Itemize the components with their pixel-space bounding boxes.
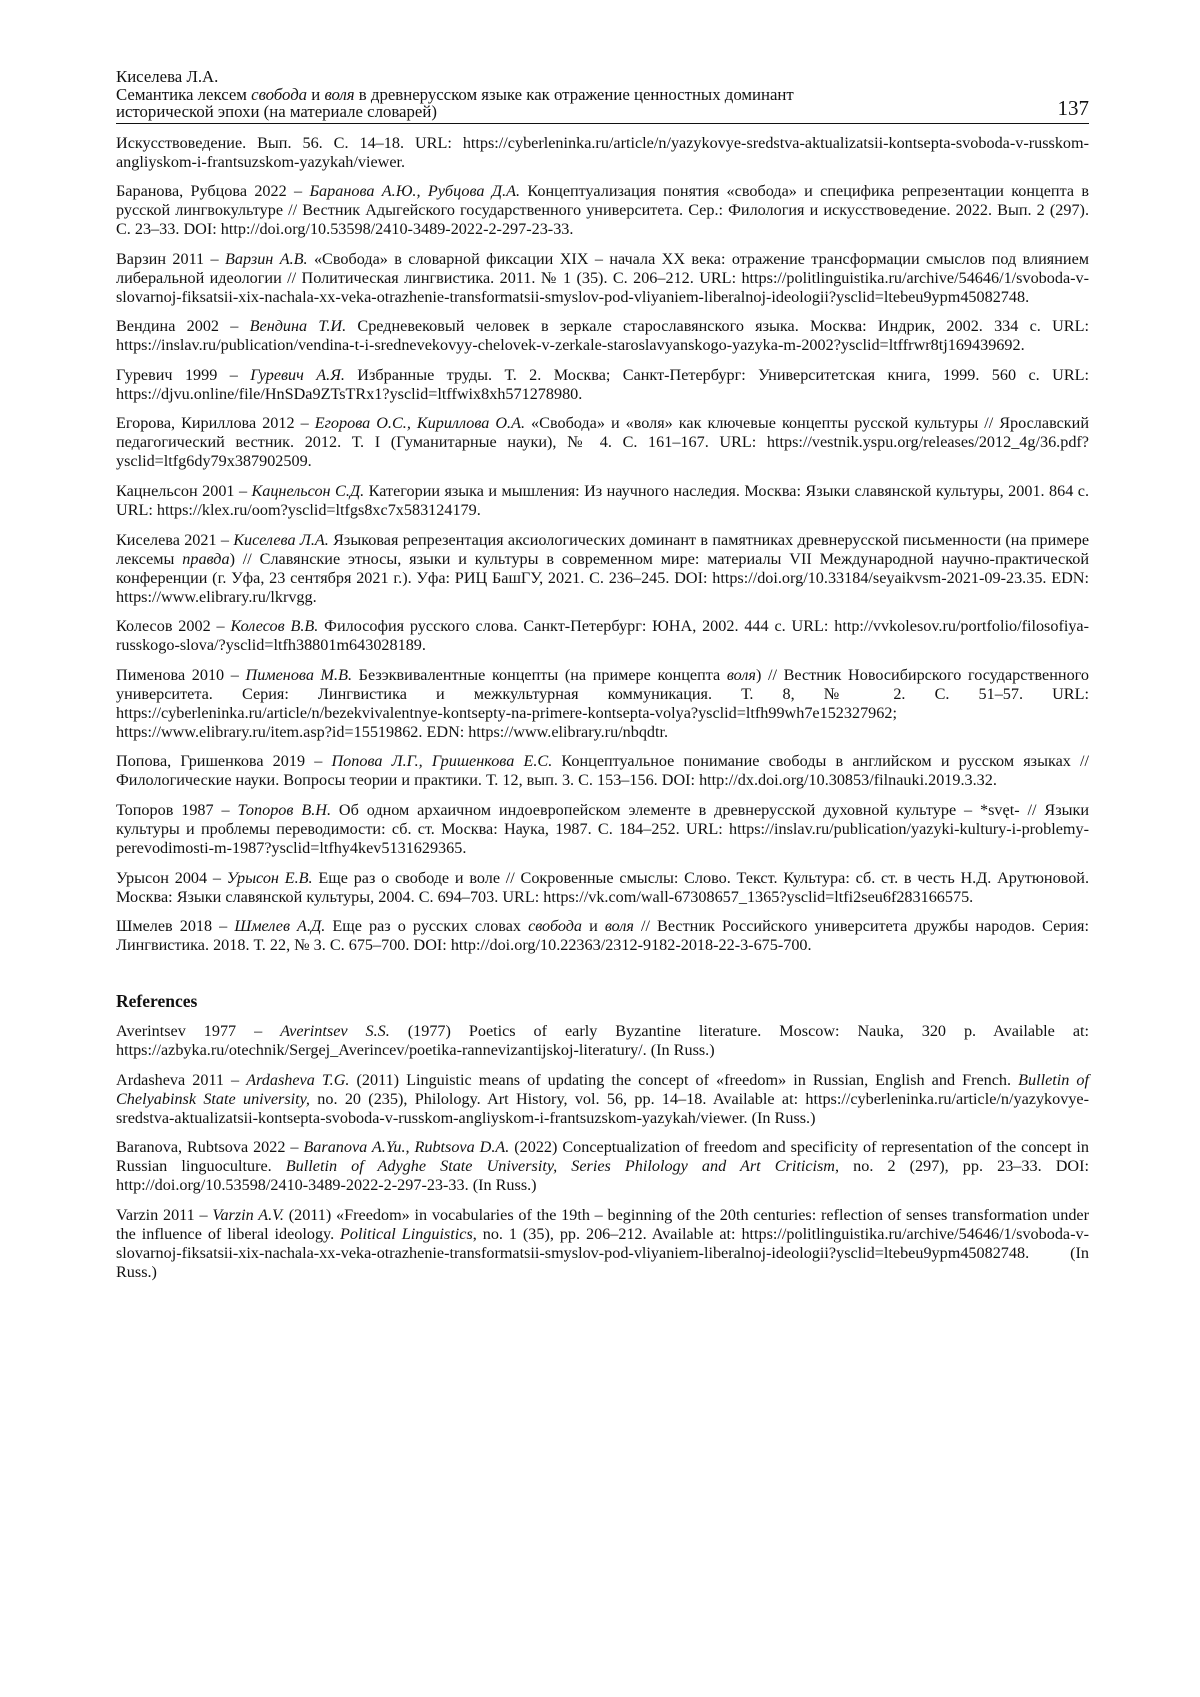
reference-italic-text: Шмелев А.Д.: [234, 917, 326, 936]
reference-entry: [116, 317, 1089, 355]
reference-italic-text: Урысон Е.В.: [226, 868, 313, 887]
reference-text: Об одном архаичном индоевропейском элементе в древнерусской духовной культуре – *svęt- // Языки культуры и проблемы переводимости: сб. ст. Москва: Наука, 1987. С. 184–252. URL: https://inslav.ru/publication/yazyki-kultury-i-problemy-perevodimosti-m-1987?ysclid=ltfhy4kev5131629365.: [116, 801, 1089, 858]
reference-italic-text: воля: [604, 917, 634, 936]
reference-text: Средневековый человек в зеркале старославянского языка. Москва: Индрик, 2002. 334 с. URL: https://inslav.ru/publication/vendina-t-i-srednevekovyy-chelovek-v-zerkale-staroslavyanskogo-yazyka-m-2002?ysclid=ltffrwr8tj169439692.: [116, 317, 1089, 355]
reference-entry: [116, 1022, 1089, 1060]
reference-italic-text: Вендина Т.И.: [249, 317, 347, 336]
header-title-line1: [116, 86, 1089, 104]
reference-italic-text: Киселева Л.А.: [233, 530, 329, 549]
header-title-italic-word: воля: [324, 84, 355, 104]
reference-entry: [116, 869, 1089, 907]
reference-entry: [116, 531, 1089, 607]
reference-italic-text: Егорова О.С., Кириллова О.А.: [314, 414, 526, 433]
reference-text: Колесов 2002 –: [116, 617, 231, 636]
reference-text: Шмелев 2018 –: [116, 917, 235, 936]
reference-italic-text: Пименова М.В.: [245, 665, 353, 684]
header-title-line2: исторической эпохи (на материале словарей): [116, 102, 437, 121]
reference-italic-text: Ardasheva T.G.: [246, 1070, 350, 1089]
reference-text: Baranova, Rubtsova 2022 –: [116, 1138, 304, 1157]
reference-entry: [116, 182, 1089, 239]
reference-text: Еще раз о свободе и воле // Сокровенные смыслы: Слово. Текст. Культура: сб. ст. в честь Н.Д. Арутюновой. Москва: Языки славянской культуры, 2004. С. 694–703. URL: https://vk.com/wall-67308657_1365?ysclid=ltfi2seu6f283166575.: [116, 868, 1090, 906]
reference-italic-text: Попова Л.Г., Гришенкова Е.С.: [331, 752, 553, 771]
reference-text: и: [582, 917, 605, 936]
reference-text: (2011) «Freedom» in vocabularies of the 19th – beginning of the 20th centuries: reflection of senses transformation under the influence of liberal ideology.: [116, 1206, 1089, 1243]
reference-text: «Свобода» и «воля» как ключевые концепты русской культуры // Ярославский педагогический вестник. 2012. Т. I (Гуманитарные науки), № 4. С. 161–167. URL: https://vestnik.yspu.org/releases/2012_4g/36.pdf?ysclid=ltfg6dy79x387902509.: [116, 414, 1089, 471]
reference-text: Ardasheva 2011 –: [116, 1070, 247, 1089]
reference-entry: [116, 1071, 1089, 1128]
reference-text: Егорова, Кириллова 2012 –: [116, 414, 315, 433]
reference-text: (1977) Poetics of early Byzantine literature. Moscow: Nauka, 320 p. Available at: https://azbyka.ru/otechnik/Sergej_Averincev/poetika-rannevizantijskoj-literatury/. (In Russ.): [116, 1022, 1089, 1060]
reference-text: Попова, Гришенкова 2019 –: [116, 752, 332, 771]
reference-italic-text: Варзин А.В.: [225, 249, 308, 268]
reference-text: Топоров 1987 –: [116, 801, 238, 820]
reference-italic-text: воля: [726, 665, 756, 684]
reference-text: ) // Славянские этносы, языки и культуры в современном мире: материалы VII Международной научно-практической конференции (г. Уфа, 23 сентября 2021 г.). Уфа: РИЦ БашГУ, 2021. С. 236–245. DOI: https://doi.org/10.33184/seyaikvsm-2021-09-23.35. EDN: https://www.elibrary.ru/lkrvgg.: [116, 549, 1089, 606]
reference-italic-text: Bulletin of Adyghe State University, Series Philology and Art Criticism: [285, 1157, 835, 1176]
header-title-text: Семантика лексем: [116, 84, 252, 104]
reference-text: ) // Вестник Новосибирского государственного университета. Серия: Лингвистика и межкультурная коммуникация. Т. 8, № 2. С. 51–57. URL: https://cyberleninka.ru/article/n/bezekvivalentnye-kontsepty-na-primere-kontsepta-volya?ysclid=ltfh99wh7e152327962; https://www.elibrary.ru/item.asp?id=15519862. EDN: https://www.elibrary.ru/nbqdtr.: [116, 665, 1089, 741]
reference-entry: [116, 134, 1089, 172]
reference-italic-text: Baranova A.Yu., Rubtsova D.A.: [303, 1138, 510, 1157]
reference-italic-text: Колесов В.В.: [230, 617, 319, 636]
reference-text: Киселева 2021 –: [116, 530, 234, 549]
reference-entry: [116, 250, 1089, 307]
reference-italic-text: свобода: [528, 917, 583, 936]
reference-italic-text: Гуревич А.Я.: [250, 365, 345, 384]
reference-italic-text: Кацнельсон С.Д.: [251, 482, 365, 501]
reference-entry: [116, 414, 1089, 471]
reference-entry: [116, 1138, 1089, 1195]
reference-text: Averintsev 1977 –: [116, 1022, 281, 1041]
header-title-italic-word: свобода: [251, 84, 308, 104]
reference-entry: [116, 1206, 1089, 1282]
running-header: [116, 68, 1089, 121]
reference-italic-text: Varzin A.V.: [212, 1206, 284, 1224]
reference-text: Концептуализация понятия «свобода» и специфика репрезентации концепта в русской лингвокультуре // Вестник Адыгейского государственного университета. Сер.: Филология и искусствоведение. 2022. Вып. 2 (297). С. 23–33. DOI: http://doi.org/10.53598/2410-3489-2022-2-297-23-33.: [116, 182, 1090, 239]
header-rule: [116, 123, 1089, 124]
reference-text: Урысон 2004 –: [116, 868, 227, 887]
reference-text: Искусствоведение. Вып. 56. С. 14–18. URL: https://cyberleninka.ru/article/n/yazykovye-sredstva-aktualizatsii-kontsepta-svoboda-v-russkom-angliyskom-i-frantsuzskom-yazykah/viewer.: [116, 133, 1089, 171]
reference-italic-text: Bulletin of Chelyabinsk State university,: [116, 1070, 1090, 1108]
reference-italic-text: Averintsev S.S.: [280, 1022, 390, 1041]
reference-entry: [116, 801, 1089, 858]
reference-text: Избранные труды. Т. 2. Москва; Санкт-Петербург: Университетская книга, 1999. 560 с. URL: https://djvu.online/file/HnSDa9ZTsTRx1?ysclid=ltffwix8xh571278980.: [116, 365, 1090, 403]
reference-list-russian: [116, 134, 1089, 956]
reference-entry: [116, 482, 1089, 520]
references-heading: References: [116, 991, 198, 1012]
reference-entry: [116, 752, 1089, 790]
reference-text: Категории языка и мышления: Из научного наследия. Москва: Языки славянской культуры, 2001. 864 с. URL: https://klex.ru/oom?ysclid=ltfgs8xc7x583124179.: [116, 482, 1089, 520]
reference-text: (2011) Linguistic means of updating the concept of «freedom» in Russian, English and French.: [349, 1070, 1019, 1089]
reference-text: Безэквивалентные концепты (на примере концепта: [352, 665, 727, 684]
reference-text: Концептуальное понимание свободы в английском и русском языках // Филологические науки. Вопросы теории и практики. Т. 12, вып. 3. С. 153–156. DOI: http://dx.doi.org/10.30853/filnauki.2019.3.32.: [116, 752, 1089, 790]
reference-text: // Вестник Российского университета дружбы народов. Серия: Лингвистика. 2018. Т. 22, № 3. С. 675–700. DOI: http://doi.org/10.22363/2312-9182-2018-22-3-675-700.: [116, 917, 1089, 955]
reference-text: Пименова 2010 –: [116, 665, 246, 684]
reference-italic-text: правда: [182, 549, 230, 568]
reference-entry: [116, 917, 1089, 955]
reference-list-english: [116, 1022, 1089, 1282]
reference-entry: [116, 617, 1089, 655]
header-title-text: и: [307, 84, 325, 104]
reference-text: Varzin 2011 –: [116, 1206, 213, 1224]
page: [116, 68, 1089, 1293]
reference-text: no. 20 (235), Philology. Art History, vol. 56, pp. 14–18. Available at: https://cyberleninka.ru/article/n/yazykovye-sredstva-aktualizatsii-kontsepta-svoboda-v-russkom-angliyskom-i-frantsuzskom-yazykah/viewer. (In Russ.): [116, 1089, 1089, 1127]
reference-text: Вендина 2002 –: [116, 317, 250, 336]
reference-text: (2022) Conceptualization of freedom and specificity of representation of the concept in Russian linguoculture.: [116, 1138, 1089, 1176]
page-number: 137: [1057, 95, 1089, 120]
reference-text: «Свобода» в словарной фиксации XIX – начала XX века: отражение трансформации смыслов под влиянием либеральной идеологии // Политическая лингвистика. 2011. № 1 (35). С. 206–212. URL: https://politlinguistika.ru/archive/54646/1/svoboda-v-slovarnoj-fiksatsii-xix-nachala-xx-veka-otrazhenie-transformatsii-smyslov-pod-vliyaniem-liberalnoj-ideologii?ysclid=ltebeu9ypm45082748.: [116, 249, 1089, 306]
reference-text: Гуревич 1999 –: [116, 365, 251, 384]
reference-italic-text: Топоров В.Н.: [237, 801, 331, 820]
reference-text: Кацнельсон 2001 –: [116, 482, 252, 501]
reference-italic-text: Political Linguistics: [340, 1225, 473, 1243]
reference-text: Варзин 2011 –: [116, 249, 226, 268]
reference-italic-text: Баранова А.Ю., Рубцова Д.А.: [309, 182, 521, 201]
reference-entry: [116, 366, 1089, 404]
reference-text: Баранова, Рубцова 2022 –: [116, 182, 310, 201]
header-author: Киселева Л.А.: [116, 67, 219, 86]
reference-text: Философия русского слова. Санкт-Петербург: ЮНА, 2002. 444 с. URL: http://vvkolesov.ru/portfolio/filosofiya-russkogo-slova/?ysclid=ltfh38801m643028189.: [116, 617, 1090, 655]
reference-text: Еще раз о русских словах: [325, 917, 529, 936]
reference-text: Языковая репрезентация аксиологических доминант в памятниках древнерусской письменности (на примере лексемы: [116, 530, 1090, 568]
reference-entry: [116, 666, 1089, 742]
reference-text: , no. 2 (297), pp. 23–33. DOI: http://doi.org/10.53598/2410-3489-2022-2-297-23-33. (In Russ.): [116, 1157, 1089, 1195]
header-title-text: в древнерусском языке как отражение ценностных доминант: [354, 84, 794, 104]
reference-text: , no. 1 (35), pp. 206–212. Available at: https://politlinguistika.ru/archive/54646/1/svoboda-v-slovarnoj-fiksatsii-xix-nachala-xx-veka-otrazhenie-transformatsii-smyslov-pod-vliyaniem-liberalnoj-ideologii?ysclid=ltebeu9ypm45082748. (In Russ.): [116, 1225, 1089, 1281]
